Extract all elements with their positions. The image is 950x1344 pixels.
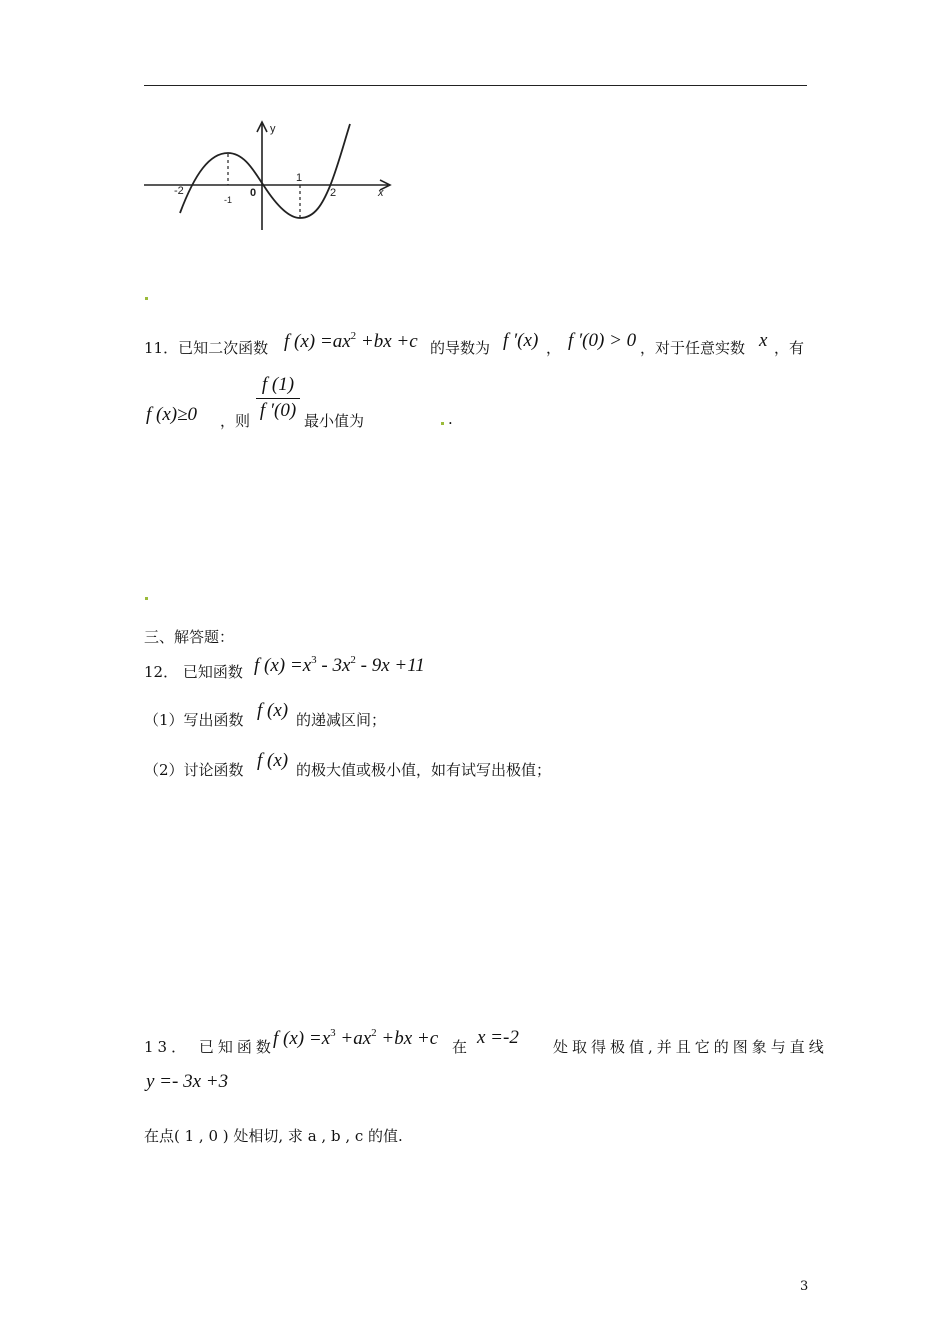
- q12-part2-lead: （2）讨论函数: [144, 761, 244, 779]
- q11-tail: ，有: [774, 339, 805, 357]
- q11-fraction-denominator: f ′(0): [259, 400, 297, 421]
- q11-period: .: [448, 410, 453, 428]
- q13-condition: x =-2: [477, 1027, 519, 1048]
- q11-fraction-numerator: f (1): [261, 374, 295, 395]
- q13-function: f $(x) =x^3 +ax^2 +bx +c$: [273, 1027, 439, 1049]
- tick-neg2: -2: [174, 185, 184, 197]
- q13-text-extreme: 处取得极值,并且它的图象与直线: [553, 1038, 828, 1056]
- q13-lead: 13． 已知函数: [144, 1038, 275, 1056]
- q12-part2-func: f (x): [257, 750, 289, 771]
- derivative-curve: [180, 124, 350, 218]
- q13-text-at: 在: [452, 1038, 468, 1056]
- tick-neg1: -1: [224, 195, 233, 205]
- q12-part2-tail: 的极大值或极小值，如有试写出极值；: [296, 761, 552, 779]
- q11-lead: 11．已知二次函数: [144, 339, 269, 357]
- function-graph: [140, 118, 400, 233]
- q13-line3: 在点( 1 , 0 ) 处相切, 求 a , b , c 的值.: [144, 1127, 403, 1145]
- q11-inequality: f (x)≥0: [146, 404, 198, 425]
- q12-part1-tail: 的递减区间；: [296, 711, 387, 729]
- q12-part1-func: f (x): [257, 700, 289, 721]
- q11-fraction: [256, 374, 300, 422]
- y-axis-label: y: [270, 123, 276, 135]
- q12-lead: 12． 已知函数: [144, 663, 243, 681]
- q13-tangent-line: y =- 3x +3: [146, 1071, 229, 1092]
- q11-text-any-real: ，对于任意实数: [640, 339, 746, 357]
- header-rule: [144, 85, 807, 86]
- marker-dot: [145, 597, 148, 600]
- section-heading: 三、解答题：: [144, 628, 235, 646]
- q11-text-derivative: 的导数为: [430, 339, 491, 357]
- marker-dot: [441, 422, 444, 425]
- x-axis-label: x: [378, 187, 384, 199]
- q12-part1-lead: （1）写出函数: [144, 711, 244, 729]
- marker-dot: [145, 297, 148, 300]
- q11-derivative: f ′(x): [503, 330, 539, 351]
- q11-min-label: 最小值为: [304, 412, 365, 430]
- tick-1: 1: [296, 172, 303, 184]
- q11-function: f $(x) =ax^2 +bx +c$: [284, 330, 418, 352]
- tick-2: 2: [330, 187, 337, 199]
- q11-then: ，则: [220, 412, 251, 430]
- q11-condition: f ′(0) > 0: [568, 330, 637, 351]
- q12-function: f $(x) =x^3 - 3x^2 - 9x +11$: [254, 654, 425, 676]
- tick-0: 0: [250, 187, 257, 199]
- q11-var-x: x: [759, 330, 768, 351]
- page-number: 3: [800, 1279, 809, 1294]
- q11-comma: ，: [546, 339, 562, 357]
